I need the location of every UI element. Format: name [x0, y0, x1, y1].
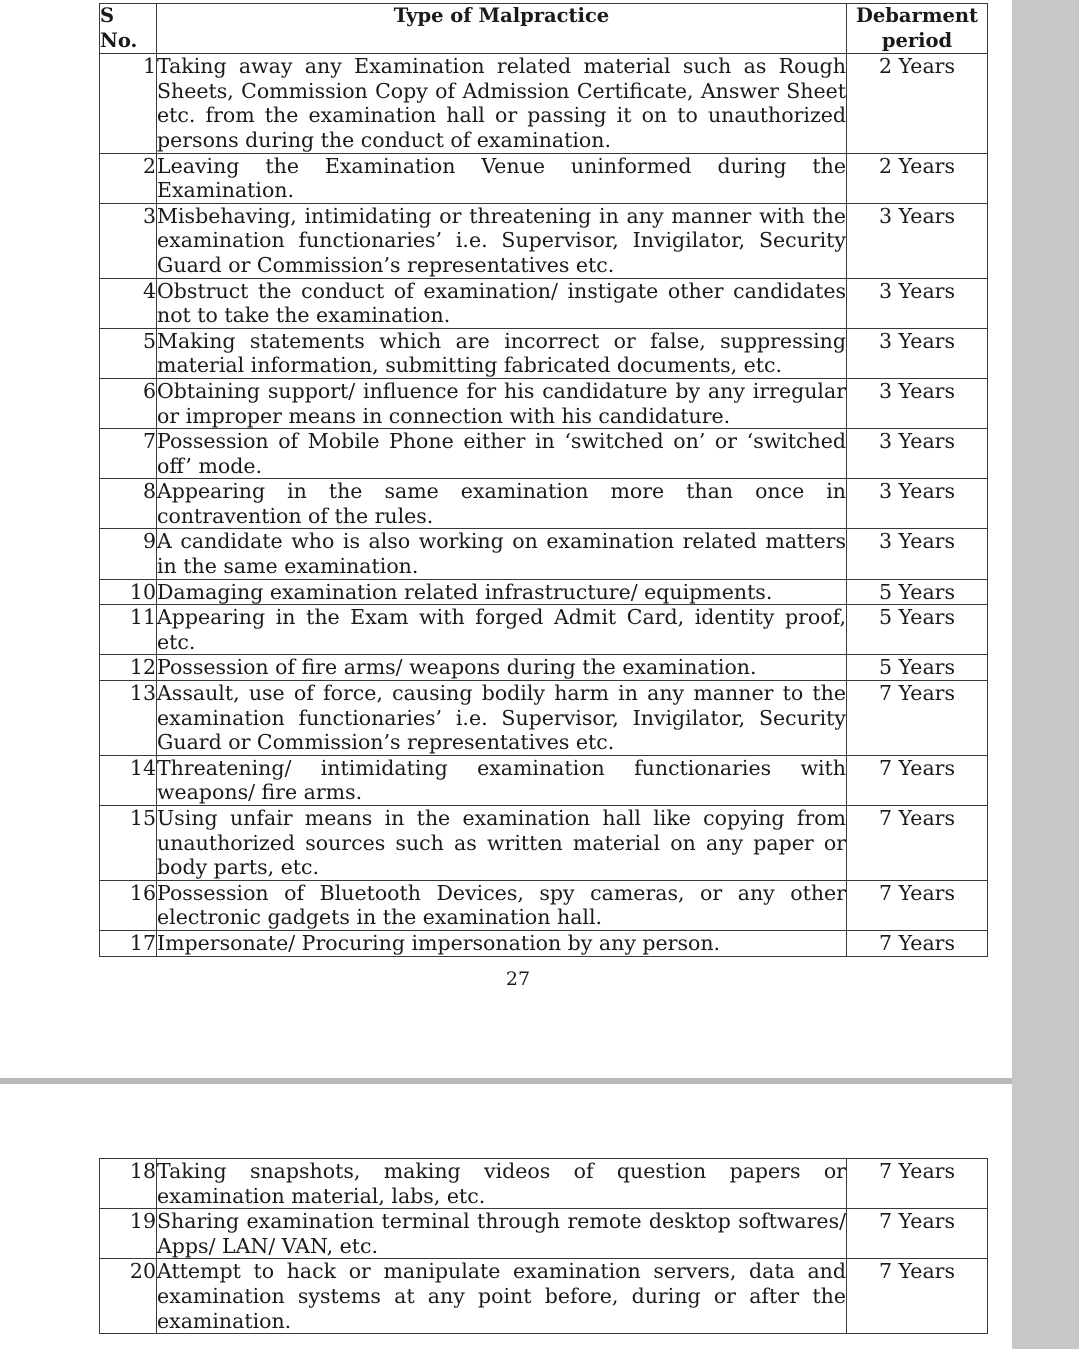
- table-row: [100, 153, 988, 203]
- debarment-period: 7 Years: [847, 1259, 988, 1334]
- row-number: 12: [100, 655, 157, 681]
- row-number: 7: [100, 429, 157, 479]
- table-row: [100, 655, 988, 681]
- table-row: [100, 605, 988, 655]
- debarment-period: 3 Years: [847, 529, 988, 579]
- debarment-period: 3 Years: [847, 378, 988, 428]
- table-row: [100, 930, 988, 956]
- table-row: [100, 806, 988, 881]
- malpractice-description: Using unfair means in the examination hall like copying from unauthorized sources such as written material on any paper or body parts, etc.: [157, 806, 846, 880]
- debarment-period: 7 Years: [847, 681, 988, 756]
- row-number: 13: [100, 681, 157, 756]
- row-number: 2: [100, 153, 157, 203]
- row-number: 8: [100, 479, 157, 529]
- row-number: 10: [100, 579, 157, 605]
- debarment-period: 7 Years: [847, 806, 988, 881]
- table-row: [100, 278, 988, 328]
- table-row: [100, 1259, 988, 1334]
- malpractice-description: Possession of fire arms/ weapons during the examination.: [157, 655, 847, 681]
- debarment-period: 5 Years: [847, 655, 988, 681]
- debarment-period: 3 Years: [847, 429, 988, 479]
- malpractice-description: Leaving the Examination Venue uninformed during the Examination.: [157, 153, 846, 203]
- malpractice-description: Damaging examination related infrastructure/ equipments.: [157, 579, 847, 605]
- page-number: 27: [505, 968, 531, 990]
- malpractice-description: Making statements which are incorrect or false, suppressing material information, submitting fabricated documents, etc.: [157, 328, 846, 378]
- malpractice-description: A candidate who is also working on examination related matters in the same examination.: [157, 529, 846, 579]
- table-row: [100, 579, 988, 605]
- debarment-period: 2 Years: [847, 54, 988, 153]
- header-s-no-line2: No.: [100, 28, 138, 52]
- debarment-period: 7 Years: [847, 1209, 988, 1259]
- malpractice-table-part-1: [99, 3, 988, 957]
- table-row: [100, 54, 988, 153]
- header-period-line1: Debarment: [855, 4, 979, 27]
- malpractice-table-part-2: [99, 1158, 988, 1334]
- table-row: [100, 378, 988, 428]
- table-row: [100, 429, 988, 479]
- debarment-period: 7 Years: [847, 930, 988, 956]
- header-debarment-period: [847, 4, 988, 54]
- header-s-no-line1: S: [100, 4, 115, 27]
- table-row: [100, 755, 988, 805]
- row-number: 6: [100, 378, 157, 428]
- table-header-row: [100, 4, 988, 54]
- table-body-page-1: [100, 54, 988, 956]
- debarment-period: 2 Years: [847, 153, 988, 203]
- row-number: 9: [100, 529, 157, 579]
- debarment-period: 7 Years: [847, 1159, 988, 1209]
- row-number: 15: [100, 806, 157, 881]
- malpractice-description: Appearing in the same examination more than once in contravention of the rules.: [157, 479, 846, 528]
- row-number: 20: [100, 1259, 157, 1334]
- debarment-period: 3 Years: [847, 479, 988, 529]
- malpractice-description: Assault, use of force, causing bodily harm in any manner to the examination functionaries’ i.e. Supervisor, Invigilator, Security Guard or Commission’s representatives etc.: [157, 681, 846, 755]
- malpractice-description: Possession of Mobile Phone either in ‘switched on’ or ‘switched off’ mode.: [157, 429, 846, 478]
- malpractice-description: Taking away any Examination related material such as Rough Sheets, Commission Copy of Admission Certificate, Answer Sheet etc. from the examination hall or passing it on to unauthorized persons during the conduct of examination.: [157, 54, 846, 152]
- malpractice-description: Obtaining support/ influence for his candidature by any irregular or improper means in connection with his candidature.: [157, 378, 846, 428]
- malpractice-description: Appearing in the Exam with forged Admit Card, identity proof, etc.: [157, 605, 846, 654]
- header-s-no: [100, 4, 157, 54]
- debarment-period: 7 Years: [847, 755, 988, 805]
- debarment-period: 3 Years: [847, 278, 988, 328]
- row-number: 5: [100, 328, 157, 378]
- row-number: 11: [100, 605, 157, 655]
- table-row: [100, 1209, 988, 1259]
- row-number: 18: [100, 1159, 157, 1209]
- table-row: [100, 328, 988, 378]
- table-body-page-2: [100, 1159, 988, 1334]
- malpractice-description: Obstruct the conduct of examination/ instigate other candidates not to take the examination.: [157, 278, 846, 328]
- table-row: [100, 479, 988, 529]
- malpractice-description: Misbehaving, intimidating or threatening in any manner with the examination functionaries’ i.e. Supervisor, Invigilator, Security Guard or Commission’s representatives etc.: [157, 203, 846, 277]
- debarment-period: 5 Years: [847, 579, 988, 605]
- malpractice-description: Impersonate/ Procuring impersonation by any person.: [157, 930, 847, 956]
- table-row: [100, 880, 988, 930]
- row-number: 3: [100, 203, 157, 278]
- table-row: [100, 203, 988, 278]
- debarment-period: 3 Years: [847, 203, 988, 278]
- row-number: 16: [100, 880, 157, 930]
- debarment-period: 5 Years: [847, 605, 988, 655]
- row-number: 1: [100, 54, 157, 153]
- malpractice-description: Threatening/ intimidating examination functionaries with weapons/ fire arms.: [157, 755, 846, 805]
- row-number: 17: [100, 930, 157, 956]
- debarment-period: 3 Years: [847, 328, 988, 378]
- header-type-of-malpractice: Type of Malpractice: [157, 4, 847, 54]
- malpractice-description: Sharing examination terminal through remote desktop softwares/ Apps/ LAN/ VAN, etc.: [157, 1209, 846, 1258]
- row-number: 19: [100, 1209, 157, 1259]
- malpractice-description: Possession of Bluetooth Devices, spy cameras, or any other electronic gadgets in the examination hall.: [157, 880, 846, 930]
- malpractice-description: Taking snapshots, making videos of question papers or examination material, labs, etc.: [157, 1159, 846, 1208]
- header-period-line2: period: [881, 28, 953, 52]
- table-row: [100, 529, 988, 579]
- row-number: 4: [100, 278, 157, 328]
- malpractice-description: Attempt to hack or manipulate examination servers, data and examination systems at any point before, during or after the examination.: [157, 1259, 846, 1333]
- table-row: [100, 681, 988, 756]
- table-row: [100, 1159, 988, 1209]
- row-number: 14: [100, 755, 157, 805]
- debarment-period: 7 Years: [847, 880, 988, 930]
